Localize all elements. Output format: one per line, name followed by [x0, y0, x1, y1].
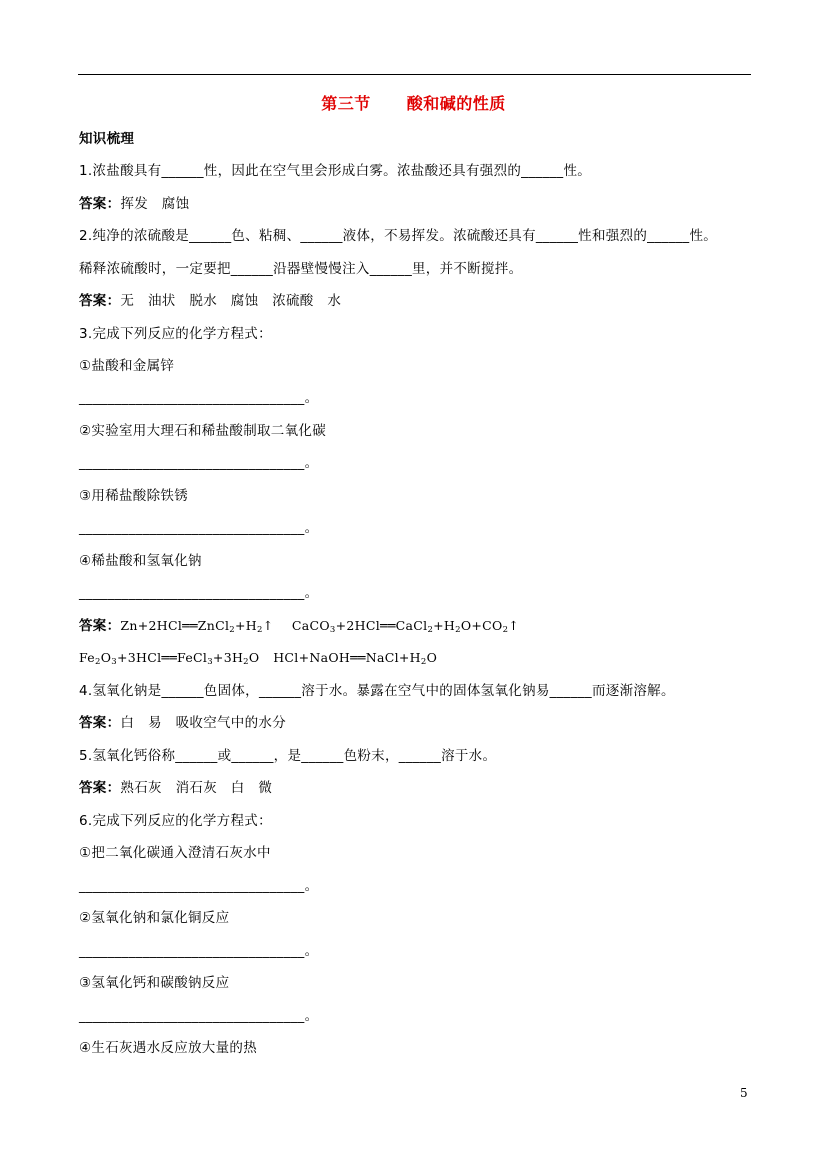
answer-5: 答案：熟石灰 消石灰 白 微 — [79, 780, 273, 796]
question-2-line-2: 稀释浓硫酸时，一定要把______沿器壁慢慢注入______里，并不断搅拌。 — [79, 261, 523, 277]
answer-3-line-1 — [79, 617, 519, 635]
question-6-blank-2: ________________________________。 — [79, 943, 319, 959]
equation-2: $CaCO_3+2HCl══CaCl_2+H_2O+CO_2↑$ — [291, 618, 520, 635]
answer-label: 答案： — [79, 715, 121, 731]
answer-label: 答案： — [79, 196, 121, 212]
question-6-item-3: ③氢氧化钙和碳酸钠反应 — [79, 975, 230, 991]
answer-1: 答案：挥发 腐蚀 — [79, 196, 190, 212]
answer-label: 答案： — [79, 293, 121, 309]
question-6-item-1: ①把二氧化碳通入澄清石灰水中 — [79, 845, 271, 861]
answer-4: 答案：白 易 吸收空气中的水分 — [79, 715, 287, 731]
answer-label: 答案： — [79, 780, 121, 796]
question-3-blank-2: ________________________________。 — [79, 455, 319, 471]
question-6-item-4: ④生石灰遇水反应放大量的热 — [79, 1040, 258, 1056]
question-3-item-1: ①盐酸和金属锌 — [79, 358, 175, 374]
question-2-line-1: 2.纯净的浓硫酸是______色、粘稠、______液体，不易挥发。浓硫酸还具有______性和强烈的______性。 — [79, 228, 718, 244]
question-6-item-2: ②氢氧化钠和氯化铜反应 — [79, 910, 230, 926]
question-3-item-4: ④稀盐酸和氢氧化钠 — [79, 553, 202, 569]
answer-3-line-2 — [79, 649, 437, 667]
question-4: 4.氢氧化钠是______色固体，______溶于水。暴露在空气中的固体氢氧化钠易______而逐渐溶解。 — [79, 683, 675, 699]
equation-4: $HCl+NaOH══NaCl+H_2O$ — [273, 650, 438, 667]
section-number: 第三节 — [321, 94, 371, 113]
question-3-blank-1: ________________________________。 — [79, 390, 319, 406]
question-3-blank-3: ________________________________。 — [79, 520, 319, 536]
question-3-item-3: ③用稀盐酸除铁锈 — [79, 488, 189, 504]
equation-1: $Zn+2HCl══ZnCl_2+H_2↑$ — [120, 618, 274, 635]
header-rule — [78, 74, 751, 75]
heading: 知识梳理 — [79, 131, 135, 147]
question-6: 6.完成下列反应的化学方程式： — [79, 813, 272, 829]
question-6-blank-1: ________________________________。 — [79, 878, 319, 894]
answer-2: 答案：无 油状 脱水 腐蚀 浓硫酸 水 — [79, 293, 342, 309]
answer-label: 答案： — [79, 618, 121, 634]
question-6-blank-3: ________________________________。 — [79, 1008, 319, 1024]
question-3-item-2: ②实验室用大理石和稀盐酸制取二氧化碳 — [79, 423, 327, 439]
question-5: 5.氢氧化钙俗称______或______，是______色粉末，______溶于水。 — [79, 748, 497, 764]
question-3-blank-4: ________________________________。 — [79, 585, 319, 601]
question-1: 1.浓盐酸具有______性，因此在空气里会形成白雾。浓盐酸还具有强烈的______性。 — [79, 163, 592, 179]
page-number: 5 — [740, 1086, 748, 1100]
equation-3: $Fe_2O_3+3HCl══FeCl_3+3H_2O$ — [79, 650, 260, 667]
section-title — [0, 91, 827, 114]
section-topic: 酸和碱的性质 — [406, 94, 506, 113]
question-3: 3.完成下列反应的化学方程式： — [79, 326, 272, 342]
